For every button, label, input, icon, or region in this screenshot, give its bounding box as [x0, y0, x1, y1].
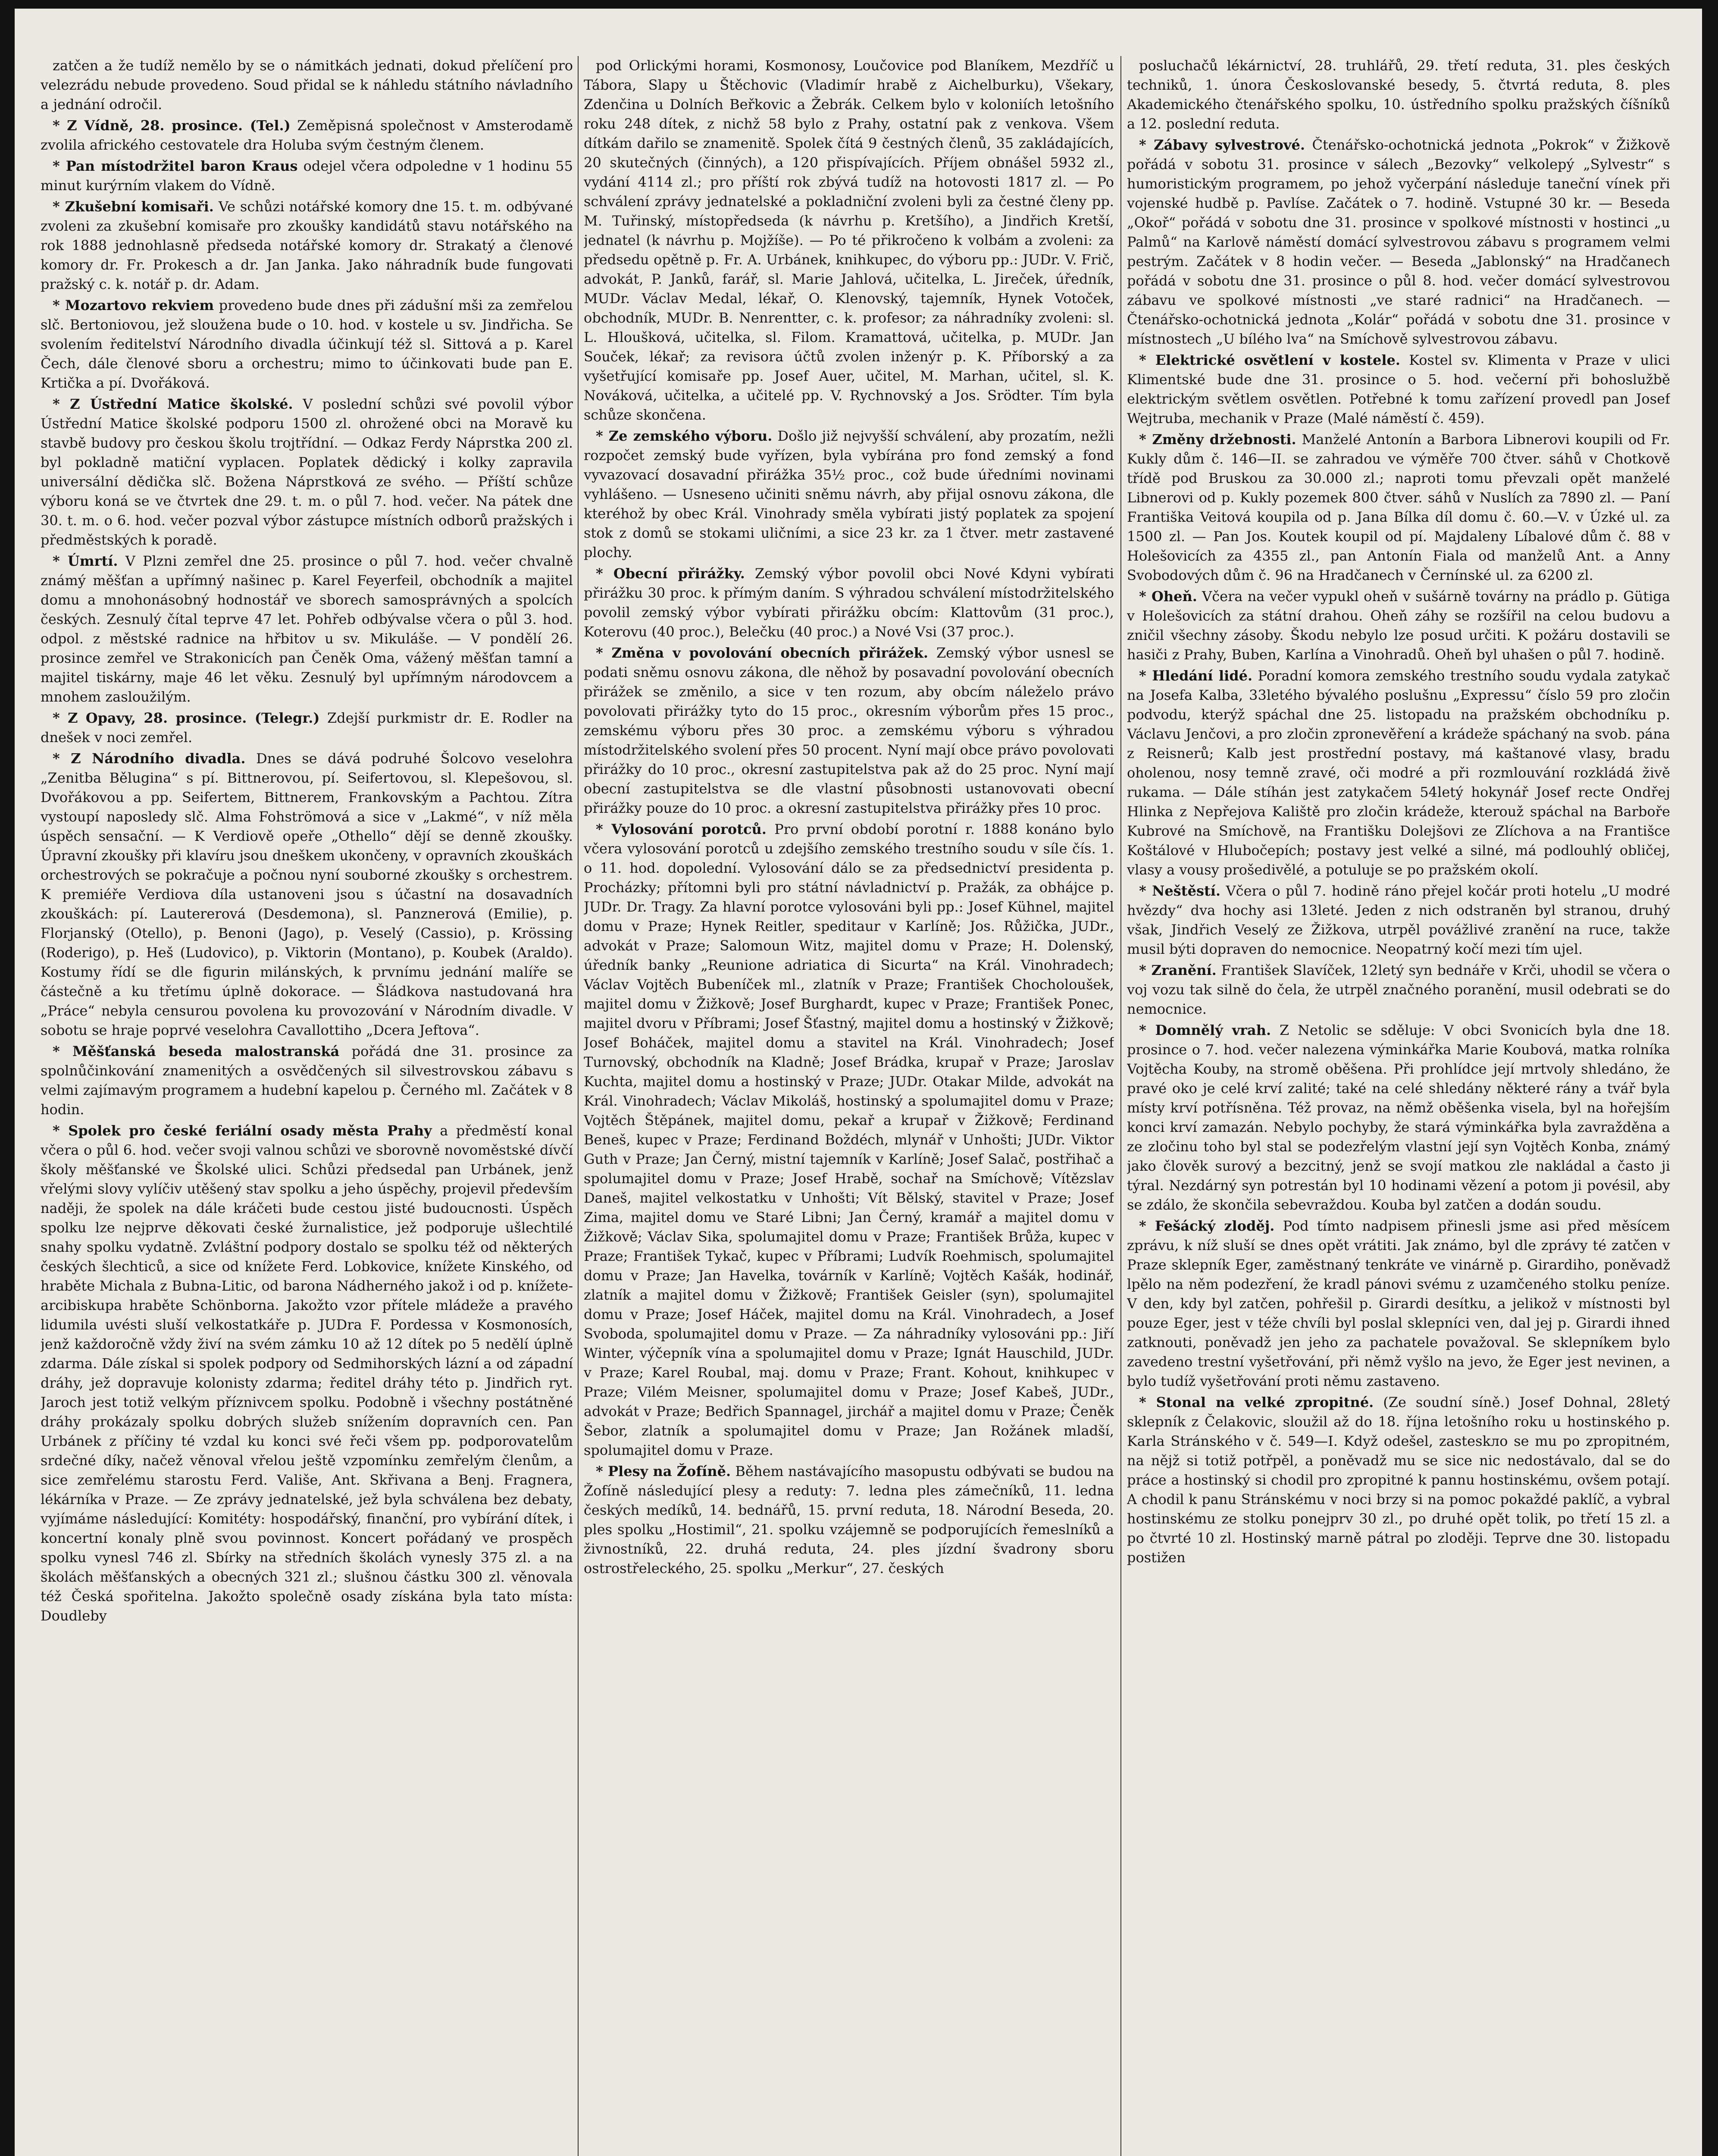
article-paragraph [1127, 666, 1670, 880]
article-paragraph [1127, 1216, 1670, 1391]
article-heading: * Změny držebnosti. [1139, 431, 1296, 448]
article-paragraph [41, 749, 573, 1040]
article-heading: * Fešácký zloděj. [1139, 1218, 1275, 1234]
article-text: Ve schůzi notářské komory dne 15. t. m. odbývané zvoleni za zkušební komisaře pro zkoušky kandidátů stavu notářského na rok 1888 jednohlasně předseda notářské komory dr. Strakatý a členové komory dr. Fr. Prokesch a dr. Jan Janka. Jako náhradník bude fungovati pražský c. k. notář p. dr. Adam. [41, 198, 573, 292]
article-heading: * Stonal na velké zpropitné. [1139, 1394, 1374, 1410]
article-heading: * Z Národního divadla. [53, 750, 246, 767]
article-paragraph [1127, 430, 1670, 585]
article-text: Kostel sv. Klimenta v Praze v ulici Klimentské bude dne 31. prosince o 5. hod. večerní při bohoslužbě elektrickým světlem osvětlen. Potřebné k tomu zařízení provedl pan Josef Wejtruba, mechanik v Praze (Malé náměstí č. 459). [1127, 352, 1670, 426]
article-paragraph [584, 820, 1114, 1460]
article-paragraph [1127, 1021, 1670, 1215]
article-paragraph [584, 1462, 1114, 1578]
article-heading: * Zkušební komisaři. [53, 198, 214, 215]
article-text: Pod tímto nadpisem přinesli jsme asi před měsícem zprávu, k níž sluší se dnes opět vrátiti. Jak známo, byl dle zprávy té zatčen v Praze sklepník Eger, zaměstnaný tenkráte ve vinárně p. Girardiho, poněvadž lpělo na něm podezření, že kradl pánovi svému z uzamčeného stolku peníze. V den, kdy byl zatčen, pohřešil p. Girardi desítku, a jelikož v místnosti byl pouze Eger, jest v téže chvíli byl poslal sklepníci ven, dal jej p. Girardi ihned zatknouti, poněvadž jen jeho za pachatele považoval. Se sklepníkem bylo zavedeno trestní vyšetřování, při němž vyšlo na jevo, že Eger jest nevinen, a bylo tudíž vyšetřování proti němu zastaveno. [1127, 1218, 1670, 1389]
article-heading: * Změna v povolování obecních přirážek. [596, 645, 928, 661]
article-text: Včera o půl 7. hodině ráno přejel kočár proti hotelu „U modré hvězdy“ dva hochy asi 13leté. Jeden z nich odstraněn byl stranou, druhý však, Jindřich Veselý ze Žižkova, utrpěl povážlivé zranění na ruce, takže musil býti dopraven do nemocnice. Neopatrný kočí mezi tím ujel. [1127, 883, 1670, 957]
article-heading: * Spolek pro české feriální osady města Prahy [53, 1122, 432, 1139]
article-text: V Plzni zemřel dne 25. prosince o půl 7. hod. večer chvalně známý měšťan a upřímný našinec p. Karel Feyerfeil, obchodník a majitel domu a mnohonásobný hodnostář ve sborech samosprávných a spolcích českých. Zesnulý čítal teprve 47 let. Pohřeb odbývalse včera o půl 3. hod. odpol. z městské radnice na hřbitov u sv. Mikuláše. — V pondělí 26. prosince zemřel ve Strakonicích pan Čeněk Oma, vážený měšťan tamní a majitel tiskárny, maje 46 let věku. Zesnulý byl upřímným národovcem a mnohem zasloužilým. [41, 553, 573, 705]
article-paragraph [1127, 961, 1670, 1019]
article-heading: * Obecní přirážky. [596, 565, 745, 582]
article-text: zatčen a že tudíž nemělo by se o námitkách jednati, dokud přelíčení pro velezrádu nebude provedeno. Soud přidal se k náhledu státního návladního a jednání odročil. [41, 57, 573, 113]
article-text: Včera na večer vypukl oheň v sušárně továrny na prádlo p. Gütiga v Holešovicích za státní drahou. Oheň záhy se rozšířil na celou budovu a zničil všechny zásoby. Škodu nebylo lze posud určiti. K požáru dostavili se hasiči z Prahy, Buben, Karlína a Vinohradů. Oheň byl uhašen o půl 7. hodině. [1127, 588, 1670, 663]
article-text: Během nastávajícího masopustu odbývati se budou na Žofíně následující plesy a reduty: 7. ledna ples zámečníků, 11. ledna českých medíků, 14. bednářů, 15. první reduta, 18. Národní Beseda, 20. ples spolku „Hostimil“, 21. spolku vzájemně se podporujících řemeslníků a živnostníků, 22. druhá reduta, 24. ples jízdní švadrony sboru ostrostřeleckého, 25. spolku „Merkur“, 27. českých [584, 1463, 1114, 1576]
article-text: V poslední schůzi své povolil výbor Ústřední Matice školské podporu 1500 zl. ohrožené obci na Moravě ku stavbě budovy pro českou školu trojtřídní. — Odkaz Ferdy Náprstka 200 zl. byl pokladně matiční vyplacen. Poplatek dědický i kolky zapravila universální dědička slč. Božena Náprstková ze svého. — Příští schůze výboru koná se ve čtvrtek dne 29. t. m. o půl 7. hod. večer. Na pátek dne 30. t. m. o 6. hod. večer pozval výbor zástupce místních odborů pražských i předměstských k poradě. [41, 396, 573, 548]
article-paragraph [41, 296, 573, 393]
article-heading: * Z Opavy, 28. prosince. (Telegr.) [53, 710, 320, 726]
column-divider [1120, 56, 1121, 2156]
article-heading: * Úmrtí. [53, 553, 118, 569]
article-paragraph [1127, 56, 1670, 134]
article-text: Zemský výbor usnesl se podati sněmu osnovu zákona, dle něhož by posavadní povolování obecních přirážek se změnilo, a sice v ten rozum, aby obcím náleželo právo povolovati přirážky tyto do 15 proc., okresním výborům přes 15 proc., zemskému výboru přes 30 proc. a zemskému výboru s výhradou místodržitelského svolení přes 50 procent. Nyní mají obce právo povolovati přirážky do 10 proc., okresní zastupitelstva pak až do 25 proc. Nyní mají obecní zastupitelstva se dle vlastní působnosti ustanovovati obecní přirážky pouze do 10 proc. a okresní zastupitelstva přirážky přes 10 proc. [584, 645, 1114, 816]
article-text: Z Netolic se sděluje: V obci Svonicích byla dne 18. prosince o 7. hod. večer nalezena výminkářka Marie Koubová, matka rolníka Vojtěcha Kouby, na stromě oběšena. Při prohlídce její mrtvoly shledáno, že pravé oko je celé krví zalité; také na celé shledány některé rány a tvář byla místy krví potřísněna. Též provaz, na němž oběšenka visela, byl na hořejším konci krví zamazán. Nebylo pochyby, že stará výminkářka byla zavražděna a ze zločinu toho byl stal se podezřelým vlastní její syn Vojtěch Konba, známý jako člověk surový a bezcitný, jenž se svojí matkou zle nakládal a často ji týral. Nezdárný syn potrestán byl 10 hodinami vězení a potom ji povésil, aby se zdálo, že skončila sebevraždou. Kouba byl zatčen a dodán soudu. [1127, 1022, 1670, 1213]
article-paragraph [584, 643, 1114, 818]
article-paragraph [41, 1121, 573, 1626]
article-heading: * Oheň. [1139, 588, 1197, 605]
article-text: pod Orlickými horami, Kosmonosy, Loučovice pod Blaníkem, Mezdříč u Tábora, Slapy u Štěchovic (Vladimír hrabě z Aichelburku), Všekary, Zdenčina u Dolních Beřkovic a Žebrák. Celkem bylo v koloniích letošního roku 248 dítek, z nichž 58 bylo z Prahy, ostatní pak z venkova. Všem dítkám dařilo se znamenitě. Spolek čítá 9 čestných členů, 35 zakládajících, 20 skutečných (činných), a 120 přispívajících. Příjem obnášel 5932 zl., vydání 4114 zl.; pro příští rok zbývá tudíž na hotovosti 1817 zl. — Po schválení zprávy jednatelské a pokladniční zvoleni byli za čestné členy pp. M. Tuřinský, místopředseda (k návrhu p. Kretšího), a Jindřich Kretší, jednatel (k návrhu p. Mojžíše). — Po té přikročeno k volbám a zvoleni: za předsedu opětně p. Fr. A. Urbánek, knihkupec, do výboru pp.: JUDr. V. Frič, advokát, P. Janků, farář, sl. Marie Jahlová, učitelka, L. Jireček, úředník, MUDr. Václav Medal, lékař, O. Klenovský, tajemník, Hynek Votoček, obchodník, MUDr. B. Nenrentter, c. k. profesor; za náhradníky zvoleni: sl. L. Hloušková, učitelka, sl. Filom. Kramattová, učitelka, p. MUDr. Jan Souček, lékař; za revisora účtů zvolen inženýr p. K. Příborský a za vyšetřující komisaře pp. Josef Auer, učitel, M. Marhan, učitel, sl. K. Nováková, učitelka, a učitelé pp. V. Rychnovský a Jos. Srödter. Tím byla schůze skončena. [584, 57, 1114, 423]
article-paragraph [41, 197, 573, 294]
column-3 [1127, 56, 1670, 2156]
article-paragraph [1127, 1393, 1670, 1567]
newspaper-page [15, 9, 1702, 2156]
article-paragraph [41, 552, 573, 707]
article-heading: * Mozartovo rekviem [53, 297, 214, 313]
article-paragraph [1127, 587, 1670, 664]
article-heading: * Z Ústřední Matice školské. [53, 396, 293, 412]
article-text: Poradní komora zemského trestního soudu vydala zatykač na Josefa Kalba, 33letého bývalého poslušnu „Expressu“ číslo 59 pro zločin podvodu, kterýž spáchal dne 25. listopadu na pražském obchodníku p. Václavu Jenčovi, a pro zločin zpronevěření a krádeže spáchaný na svob. pána z Reisnerů; Kalb jest prostřední postavy, má kaštanové vlasy, bradu oholenou, nosy temně zravé, oči modré a při rozmlouvání rozkládá živě rukama. — Dále stíhán jest zatykačem 54letý hokynář Josef recte Ondřej Hlinka z Nepřejova Kaliště pro zločin krádeže, kterouž spáchal na Barboře Kubrové na Smíchově, na Františku Dolejšovi ze Zlíchova a na Františce Koštálové v Hlubočepích; postavy jest velké a silné, má podlouhlý obličej, vlasy a vousy prošedivělé, a potuluje se po pražském okolí. [1127, 667, 1670, 878]
article-text: Dnes se dává podruhé Šolcovo veselohra „Zenitba Bělugina“ s pí. Bittnerovou, pí. Seifertovou, sl. Klepešovou, sl. Dvořákovou a pp. Seifertem, Bittnerem, Frankovským a Pachtou. Zítra vystoupí naposledy slč. Alma Fohströmová a sice v „Lakmé“, v níž měla úspěch sensační. — K Verdiově opeře „Othello“ dějí se denně zkoušky. Úpravní zkoušky při klavíru jsou dneškem ukončeny, v opravních zkouškách orchestrových se pokračuje a počnou nyní souborné zkoušky s orchestrem. K premiéře Verdiova díla ustanoveni jsou s účastní na dosavadních zkouškách: pí. Lautererová (Desdemona), sl. Panznerová (Emilie), p. Florjanský (Otello), p. Benoni (Jago), p. Veselý (Cassio), p. Krössing (Roderigo), p. Heš (Ludovico), p. Viktorin (Montano), p. Koubek (Araldo). Kostumy řídí se dle figurin milánských, k prvnímu jednání malíře se částečně a ku třetímu úplně dokorace. — Šládkova nastudovaná hra „Práce“ nebyla censurou povolena ku provozování v Národním divadle. V sobotu se hraje poprvé veselohra Cavallottiho „Dcera Jeftova“. [41, 750, 573, 1038]
article-heading: * Zábavy sylvestrové. [1139, 137, 1305, 153]
article-paragraph [1127, 135, 1670, 349]
article-text: Došlo již nejvyšší schválení, aby prozatím, nežli rozpočet zemský bude vyřízen, byla vybírána pro fond zemský a fond vyvazovací dosavadní přirážka 35½ proc., což bude úředními novinami vyhlášeno. — Usneseno učiniti sněmu návrh, aby přijal osnovu zákona, dle kteréhož by obec Král. Vinohrady směla vybírati jistý poplatek za spojení stok z domů se stokami uličními, a sice 23 kr. za 1 čtver. metr zastavené plochy. [584, 428, 1114, 561]
article-text: Pro první období porotní r. 1888 konáno bylo včera vylosování porotců u zdejšího zemského trestního soudu v síle čís. 1. o 11. hod. dopolední. Vylosování dálo se za předsednictví presidenta p. Procházky; přítomni byli pro státní návladnictví p. Pražák, za obhájce p. JUDr. Dr. Tragy. Za hlavní porotce vylosováni byli pp.: Josef Kühnel, majitel domu v Praze; Hynek Reitler, speditaur v Karlíně; Jos. Růžička, JUDr., advokát v Praze; Salomoun Witz, majitel domu v Praze; H. Dolenský, úředník banky „Reunione adriatica di Sicurta“ na Král. Vinohradech; Václav Vojtěch Bubeníček ml., zlatník v Praze; František Chocholoušek, majitel domu v Žižkově; Josef Burghardt, kupec v Praze; František Ponec, majitel dvoru v Příbrami; Josef Šťastný, majitel domu a hostinský v Žižkově; Josef Boháček, majitel domu a stavitel na Král. Vinohradech; Josef Turnovský, obchodník na Kladně; Josef Brádka, krupař v Praze; Jaroslav Kuchta, majitel domu a hostinský v Praze; JUDr. Otakar Milde, advokát na Král. Vinohradech; Václav Mikoláš, hostinský a spolumajitel domu v Praze; Vojtěch Štěpánek, majitel domu, pekař a krupař v Žižkově; Ferdinand Beneš, kupec v Praze; Ferdinand Boždéch, mlynář v Unhošti; JUDr. Viktor Guth v Praze; Jan Černý, mistní tajemník v Karlíně; Josef Salač, postřihač a spolumajitel domu v Praze; Josef Hrabě, sochař na Smíchově; Vítězslav Daneš, majitel velkostatku v Unhošti; Vít Bělský, stavitel v Praze; Josef Zima, majitel domu ve Staré Libni; Jan Černý, kramář a majitel domu v Žižkově; Václav Sika, spolumajitel domu v Praze; František Brůža, kupec v Praze; František Tykač, kupec v Příbrami; Ludvík Roehmisch, spolumajitel domu v Praze; Jan Havelka, továrník v Karlíně; Vojtěch Kašák, hodinář, zlatník a majitel domu v Žižkově; František Geisler (syn), spolumajitel domu v Praze; Josef Háček, majitel domu na Král. Vinohradech, a Josef Svoboda, spolumajitel domu v Praze. — Za náhradníky vylosováni pp.: Jiří Winter, výčepník vína a spolumajitel domu v Praze; Ignát Hauschild, JUDr. v Praze; Karel Roubal, maj. domu v Praze; Frant. Kohout, knihkupec v Praze; Vilém Meisner, spolumajitel domu v Praze; Josef Kabeš, JUDr., advokát v Praze; Bedřich Spannagel, jirchář a majitel domu v Praze; Čeněk Šebor, zlatník a spolumajitel domu v Praze; Jan Rožánek mladší, spolumajitel domu v Praze. [584, 821, 1114, 1458]
article-heading: * Vylosování porotců. [596, 821, 767, 837]
article-heading: * Zranění. [1139, 962, 1217, 978]
article-paragraph [41, 116, 573, 155]
article-text: (Ze soudní síně.) Josef Dohnal, 28letý sklepník z Čelakovic, sloužil až do 18. října letošního roku u hostinského p. Karla Stránského v č. 549—I. Když odešel, zasteskло se mu po zpropitném, na nějž si totiž potřpěl, a poněvadž mu se sice nic nedostávalo, dal se do práce a hostinský si chodil pro zpropitné k pannu hostinskému, ovšem potají. A chodil k panu Stránskému v noci brzy si na pomoc pokaždé paklíč, a vybral hostinskému ze stolku ponejprv 30 zl., po druhé opět tolik, po třetí 15 zl. a po čtvrté 10 zl. Hostinský marně pátral po zloději. Teprve dne 30. listopadu postižen [1127, 1394, 1670, 1566]
article-text: posluchačů lékárnictví, 28. truhlářů, 29. třetí reduta, 31. ples českých techniků, 1. února Českoslovanské besedy, 5. čtvrtá reduta, 8. ples Akademického čtenářského spolku, 10. ústředního spolku pražských číšníků a 12. poslední reduta. [1127, 57, 1670, 132]
article-paragraph [584, 56, 1114, 425]
article-text: odejel včera odpoledne v 1 hodinu 55 minut kurýrním vlakem do Vídně. [41, 158, 573, 194]
article-paragraph [41, 157, 573, 195]
article-text: pořádá dne 31. prosince za spolnůčinkování znamenitých a osvědčených sil silvestrovskou zábavu s velmi zajímavým programem a hudební kapelou p. Černého ml. Začátek v 8 hodin. [41, 1043, 573, 1118]
article-paragraph [41, 56, 573, 114]
article-text: Manželé Antonín a Barbora Libnerovi koupili od Fr. Kukly dům č. 146—II. se zahradou ve výměře 700 čtver. sáhů v Chotkově třídě pod Bruskou za 30.000 zl.; naproti tomu převzali opět manželé Libnerovi od p. Kukly pozemek 800 čtver. sáhů v Nuslích za 7890 zl. — Paní Františka Veitová koupila od p. Jana Bílka díl domu č. 60.—V. v Úzké ul. za 1500 zl. — Pan Jos. Koutek koupil od pí. Majdaleny Líbalové dům č. 88 v Holešovicích za 4355 zl., pan Antonín Fiala od manželů Ant. a Anny Svobodových dům č. 96 na Hradčanech v Černínské ul. za 6200 zl. [1127, 431, 1670, 583]
article-text: Zdejší purkmistr dr. E. Rodler na dnešek v noci zemřel. [41, 710, 573, 746]
article-paragraph [1127, 351, 1670, 428]
article-text: Čtenářsko-ochotnická jednota „Pokrok“ v Žižkově pořádá v sobotu 31. prosince v sálech „Bezovky“ velkolepý „Sylvestr“ s humoristickým programem, po jehož vyčerpání následuje taneční vínek při vojenské hudbě p. Pavlíse. Začátek o 7. hodině. Vstupné 30 kr. — Beseda „Okoř“ pořádá v sobotu dne 31. prosince v spolkové místnosti v hostinci „u Palmů“ na Karlově náměstí domácí sylvestrovou zábavu s programem velmi pestrým. Začátek v 8 hodin večer. — Beseda „Jablonský“ na Hradčanech pořádá v sobotu dne 31. prosince o půl 8. hod. večer domácí sylvestrovou zábavu ve spolkové místnosti „ve staré radnici“ na Hradčanech. — Čtenářsko-ochotnická jednota „Kolár“ pořádá v sobotu dne 31. prosince v místnostech „U bílého lva“ na Smíchově sylvestrovou zábavu. [1127, 137, 1670, 347]
article-text: František Slavíček, 12letý syn bednáře v Krči, uhodil se včera o voj vozu tak silně do čela, že utrpěl značného poranění, musil odebrati se do nemocnice. [1127, 962, 1670, 1017]
column-divider [578, 56, 579, 2156]
article-paragraph [41, 1042, 573, 1119]
article-text: Zemský výbor povolil obci Nové Kdyni vybírati přirážku 30 proc. k přímým daním. S výhradou schválení místodržitelského povolil zemský výbor vybírati přirážku obcím: Klattovům (31 proc.), Koterovu (40 proc.), Belečku (40 proc.) a Nové Vsi (37 proc.). [584, 565, 1114, 640]
article-heading: * Pan místodržitel baron Kraus [53, 158, 298, 174]
article-paragraph [584, 426, 1114, 562]
article-text: provedeno bude dnes při zádušní mši za zemřelou slč. Bertoniovou, jež sloužena bude o 10. hod. v kostele u sv. Jindřicha. Se svolením ředitelství Národního divadla účinkují též sl. Sittová a p. Karel Čech, dále členové sboru a orchestru; mimo to účinkovati bude pan E. Krtička a pí. Dvořáková. [41, 297, 573, 391]
article-paragraph [584, 564, 1114, 642]
column-2 [584, 56, 1114, 2156]
article-text: Zeměpisná společnost v Amsterodamě zvolila afrického cestovatele dra Holuba svým čestným členem. [41, 117, 573, 153]
article-heading: * Elektrické osvětlení v kostele. [1139, 352, 1401, 368]
article-heading: * Neštěstí. [1139, 883, 1221, 899]
column-1 [41, 56, 573, 2156]
article-text: a předměstí konal včera o půl 6. hod. večer svoji valnou schůzi ve sborovně novoměstské dívčí školy měšťanské ve Školské ulici. Schůzi předsedal pan Urbánek, jenž vřelými slovy vylíčiv utěšený stav spolku a jeho úspěchy, projevil především naději, že spolek na dále kráčeti bude cestou jisté budoucnosti. Úspěch spolku lze nejprve děkovati české žurnalistice, jež podporuje ušlechtilé snahy spolku vydatně. Zvláštní podpory dostalo se spolku též od některých českých šlechticů, a sice od knížete Ferd. Lobkovice, knížete Kinského, od hraběte Michala z Bubna-Litic, od barona Nádherného jakož i od p. knížete-arcibiskupa hraběte Schönborna. Jakožto vzor přítele mládeže a pravého lidumila uvésti sluší velkostatkáře p. JUDra F. Pordessa v Kosmonosích, jenž každoročně vždy živí na svém zámku 10 až 12 dítek po 5 nedělí úplně zdarma. Dále získal si spolek podpory od Sedmihorských lázní a od západní dráhy, jež dopravuje kolonisty zdarma; ředitel dráhy této p. Jindřich ryt. Jaroch jest totiž velkým příznivcem spolku. Podobně i všechny postátněné dráhy prokázaly spolku dobrých služeb snížením dopravních cen. Pan Urbánek z příčiny té vzdal ku konci své řeči všem pp. podporovatelům srdečné díky, načež věnoval vřelou ještě vzpomínku zemřelým členům, a sice zemřelému starostu Ferd. Vališe, Ant. Skřivana a Benj. Fragnera, lékárníka v Praze. — Ze zprávy jednatelské, jež byla schválena bez debaty, vyjímáme následující: Komitéty: hospodářský, finanční, pro vybírání dítek, i koncertní konaly plně svou povinnost. Koncert pořádaný ve prospěch spolku vynesl 746 zl. Sbírky na středních školách vynesly 375 zl. a na školách měšťanských a obecných 321 zl.; slušnou částku 300 zl. věnovala též Česká spořitelna. Jakožto společně osady získána byla tato místa: Doudleby [41, 1122, 573, 1624]
article-heading: * Měšťanská beseda malostranská [53, 1043, 340, 1059]
article-paragraph [41, 395, 573, 550]
article-heading: * Plesy na Žofíně. [596, 1463, 731, 1479]
article-heading: * Domnělý vrah. [1139, 1022, 1271, 1038]
article-heading: * Hledání lidé. [1139, 667, 1253, 684]
article-heading: * Z Vídně, 28. prosince. (Tel.) [53, 117, 291, 134]
article-paragraph [41, 708, 573, 747]
article-paragraph [1127, 881, 1670, 959]
article-heading: * Ze zemského výboru. [596, 428, 773, 444]
